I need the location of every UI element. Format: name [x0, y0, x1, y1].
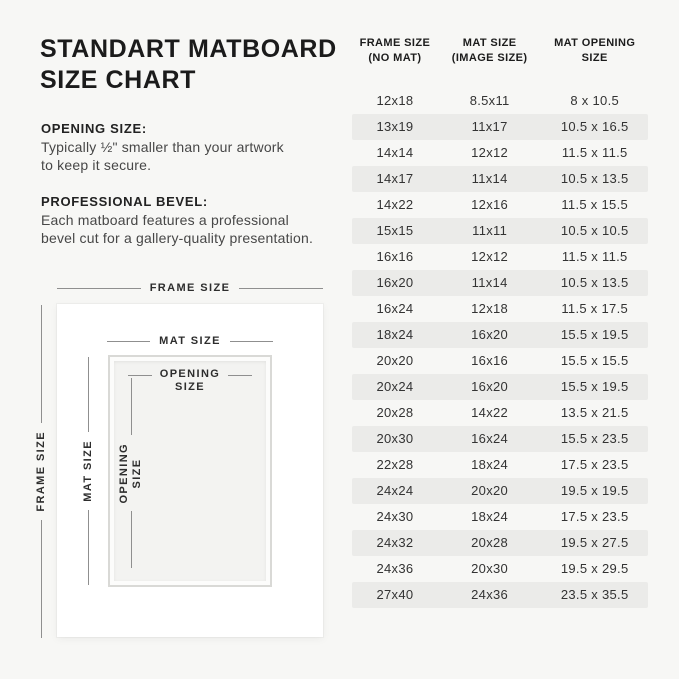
mat-size-top-label-text: MAT SIZE [159, 335, 221, 347]
dimension-line [107, 341, 150, 342]
table-cell: 14x22 [376, 197, 414, 213]
professional-bevel-body-line-1: Each matboard features a professional [41, 212, 289, 228]
table-cell: 20x30 [376, 431, 414, 447]
dimension-line [41, 305, 42, 423]
table-cell: 16x20 [471, 327, 509, 343]
table-cell: 15.5 x 19.5 [560, 379, 629, 395]
table-cell: 12x12 [471, 249, 509, 265]
table-cell: 16x20 [471, 379, 509, 395]
table-row [352, 400, 648, 426]
page-title [40, 34, 337, 96]
table-row [352, 348, 648, 374]
table-cell: 19.5 x 19.5 [560, 483, 629, 499]
dimension-line [131, 511, 132, 568]
header-col-mat-opening-line-1: MAT OPENING [554, 37, 636, 49]
table-cell: 24x24 [376, 483, 414, 499]
opening-size-vertical-label-line-1: OPENING [118, 442, 131, 504]
opening-size-vertical-label-text [118, 443, 144, 504]
table-row [352, 582, 648, 608]
table-row [352, 478, 648, 504]
table-cell: 12x18 [376, 93, 414, 109]
opening-size-top-label-text [160, 368, 221, 394]
frame-size-top-label [57, 282, 323, 295]
table-cell: 19.5 x 27.5 [560, 535, 629, 551]
table-cell: 14x14 [376, 145, 414, 161]
table-row [352, 114, 648, 140]
table-cell: 8.5x11 [469, 93, 510, 109]
header-col-frame-size [352, 36, 438, 67]
table-cell: 11.5 x 17.5 [561, 301, 629, 317]
table-row [352, 140, 648, 166]
table-cell: 24x36 [471, 587, 509, 603]
table-cell: 24x32 [376, 535, 414, 551]
table-cell: 11x14 [471, 275, 508, 291]
table-cell: 18x24 [471, 509, 509, 525]
header-col-mat-size-line-2: (IMAGE SIZE) [451, 52, 528, 65]
table-cell: 8 x 10.5 [570, 93, 620, 109]
header-col-frame-size-line-1: FRAME SIZE [359, 37, 431, 49]
table-cell: 10.5 x 13.5 [560, 171, 629, 187]
dimension-line [239, 288, 323, 289]
table-row [352, 556, 648, 582]
table-cell: 19.5 x 29.5 [560, 561, 629, 577]
table-cell: 20x20 [376, 353, 414, 369]
table-row [352, 218, 648, 244]
table-header [352, 36, 648, 67]
page-title-line-1: STANDART MATBOARD [40, 35, 337, 63]
table-row [352, 88, 648, 114]
opening-size-heading: OPENING SIZE: [41, 121, 147, 136]
header-col-frame-size-line-2: (NO MAT) [368, 52, 422, 65]
matboard-diagram [30, 278, 335, 658]
frame-size-vertical-label-text: FRAME SIZE [34, 431, 47, 512]
table-cell: 10.5 x 13.5 [560, 275, 629, 291]
dimension-line [41, 520, 42, 638]
table-cell: 11x17 [471, 119, 508, 135]
table-cell: 16x16 [376, 249, 414, 265]
dimension-line [88, 357, 89, 432]
opening-size-vertical-label [118, 378, 145, 568]
mat-size-vertical-label [81, 357, 96, 585]
table-cell: 11.5 x 15.5 [561, 197, 629, 213]
table-cell: 13x19 [376, 119, 414, 135]
table-cell: 22x28 [376, 457, 414, 473]
header-col-mat-size [438, 36, 542, 67]
size-table [352, 36, 648, 608]
table-cell: 13.5 x 21.5 [560, 405, 629, 421]
table-cell: 16x20 [376, 275, 414, 291]
dimension-line [131, 378, 132, 435]
table-cell: 12x18 [471, 301, 509, 317]
table-cell: 24x36 [376, 561, 414, 577]
dimension-line [88, 510, 89, 585]
opening-size-top-label-line-1: OPENING [159, 368, 221, 380]
page-title-line-2: SIZE CHART [40, 66, 196, 94]
table-cell: 20x24 [376, 379, 414, 395]
table-cell: 12x16 [471, 197, 509, 213]
table-cell: 11.5 x 11.5 [561, 249, 628, 265]
table-cell: 27x40 [376, 587, 414, 603]
table-row [352, 504, 648, 530]
table-cell: 10.5 x 10.5 [560, 223, 629, 239]
opening-size-vertical-label-line-2: SIZE [131, 457, 144, 489]
table-row [352, 452, 648, 478]
table-cell: 16x24 [471, 431, 509, 447]
table-cell: 14x22 [471, 405, 509, 421]
table-cell: 12x12 [471, 145, 509, 161]
opening-size-top-label [128, 368, 252, 394]
table-row [352, 192, 648, 218]
mat-size-top-label [107, 335, 273, 348]
table-row [352, 270, 648, 296]
table-cell: 11x14 [471, 171, 508, 187]
table-cell: 20x28 [376, 405, 414, 421]
table-cell: 15.5 x 23.5 [560, 431, 629, 447]
table-cell: 18x24 [376, 327, 414, 343]
table-cell: 15.5 x 15.5 [560, 353, 629, 369]
dimension-line [57, 288, 141, 289]
frame-size-top-label-text: FRAME SIZE [149, 282, 231, 294]
table-row [352, 530, 648, 556]
table-cell: 20x20 [471, 483, 509, 499]
mat-size-vertical-label-text: MAT SIZE [81, 440, 94, 502]
table-cell: 11x11 [472, 223, 508, 239]
frame-size-vertical-label [34, 305, 49, 638]
header-col-mat-opening [541, 36, 648, 67]
table-cell: 11.5 x 11.5 [561, 145, 628, 161]
table-cell: 16x24 [376, 301, 414, 317]
table-row [352, 426, 648, 452]
table-cell: 17.5 x 23.5 [560, 457, 629, 473]
professional-bevel-body-line-2: bevel cut for a gallery-quality presentation. [41, 229, 314, 246]
dimension-line [128, 375, 152, 376]
table-cell: 14x17 [376, 171, 414, 187]
dimension-line [230, 341, 273, 342]
opening-size-body-line-1: Typically ½" smaller than your artwork [41, 139, 284, 155]
professional-bevel-body [41, 212, 313, 247]
header-col-mat-opening-line-2: SIZE [581, 52, 608, 65]
table-cell: 18x24 [471, 457, 509, 473]
table-cell: 10.5 x 16.5 [560, 119, 629, 135]
table-cell: 24x30 [376, 509, 414, 525]
table-row [352, 374, 648, 400]
table-row [352, 322, 648, 348]
table-cell: 17.5 x 23.5 [560, 509, 629, 525]
table-row [352, 296, 648, 322]
opening-size-body-line-2: to keep it secure. [41, 156, 152, 173]
table-cell: 20x30 [471, 561, 509, 577]
table-cell: 15.5 x 19.5 [560, 327, 629, 343]
header-col-mat-size-line-1: MAT SIZE [462, 37, 517, 49]
table-cell: 16x16 [471, 353, 509, 369]
dimension-line [228, 375, 252, 376]
table-row [352, 244, 648, 270]
table-cell: 23.5 x 35.5 [560, 587, 629, 603]
professional-bevel-heading: PROFESSIONAL BEVEL: [41, 194, 208, 209]
table-rows [352, 88, 648, 608]
opening-size-body [41, 139, 284, 174]
table-cell: 15x15 [376, 223, 414, 239]
table-row [352, 166, 648, 192]
opening-size-top-label-line-2: SIZE [174, 381, 206, 394]
table-cell: 20x28 [471, 535, 509, 551]
